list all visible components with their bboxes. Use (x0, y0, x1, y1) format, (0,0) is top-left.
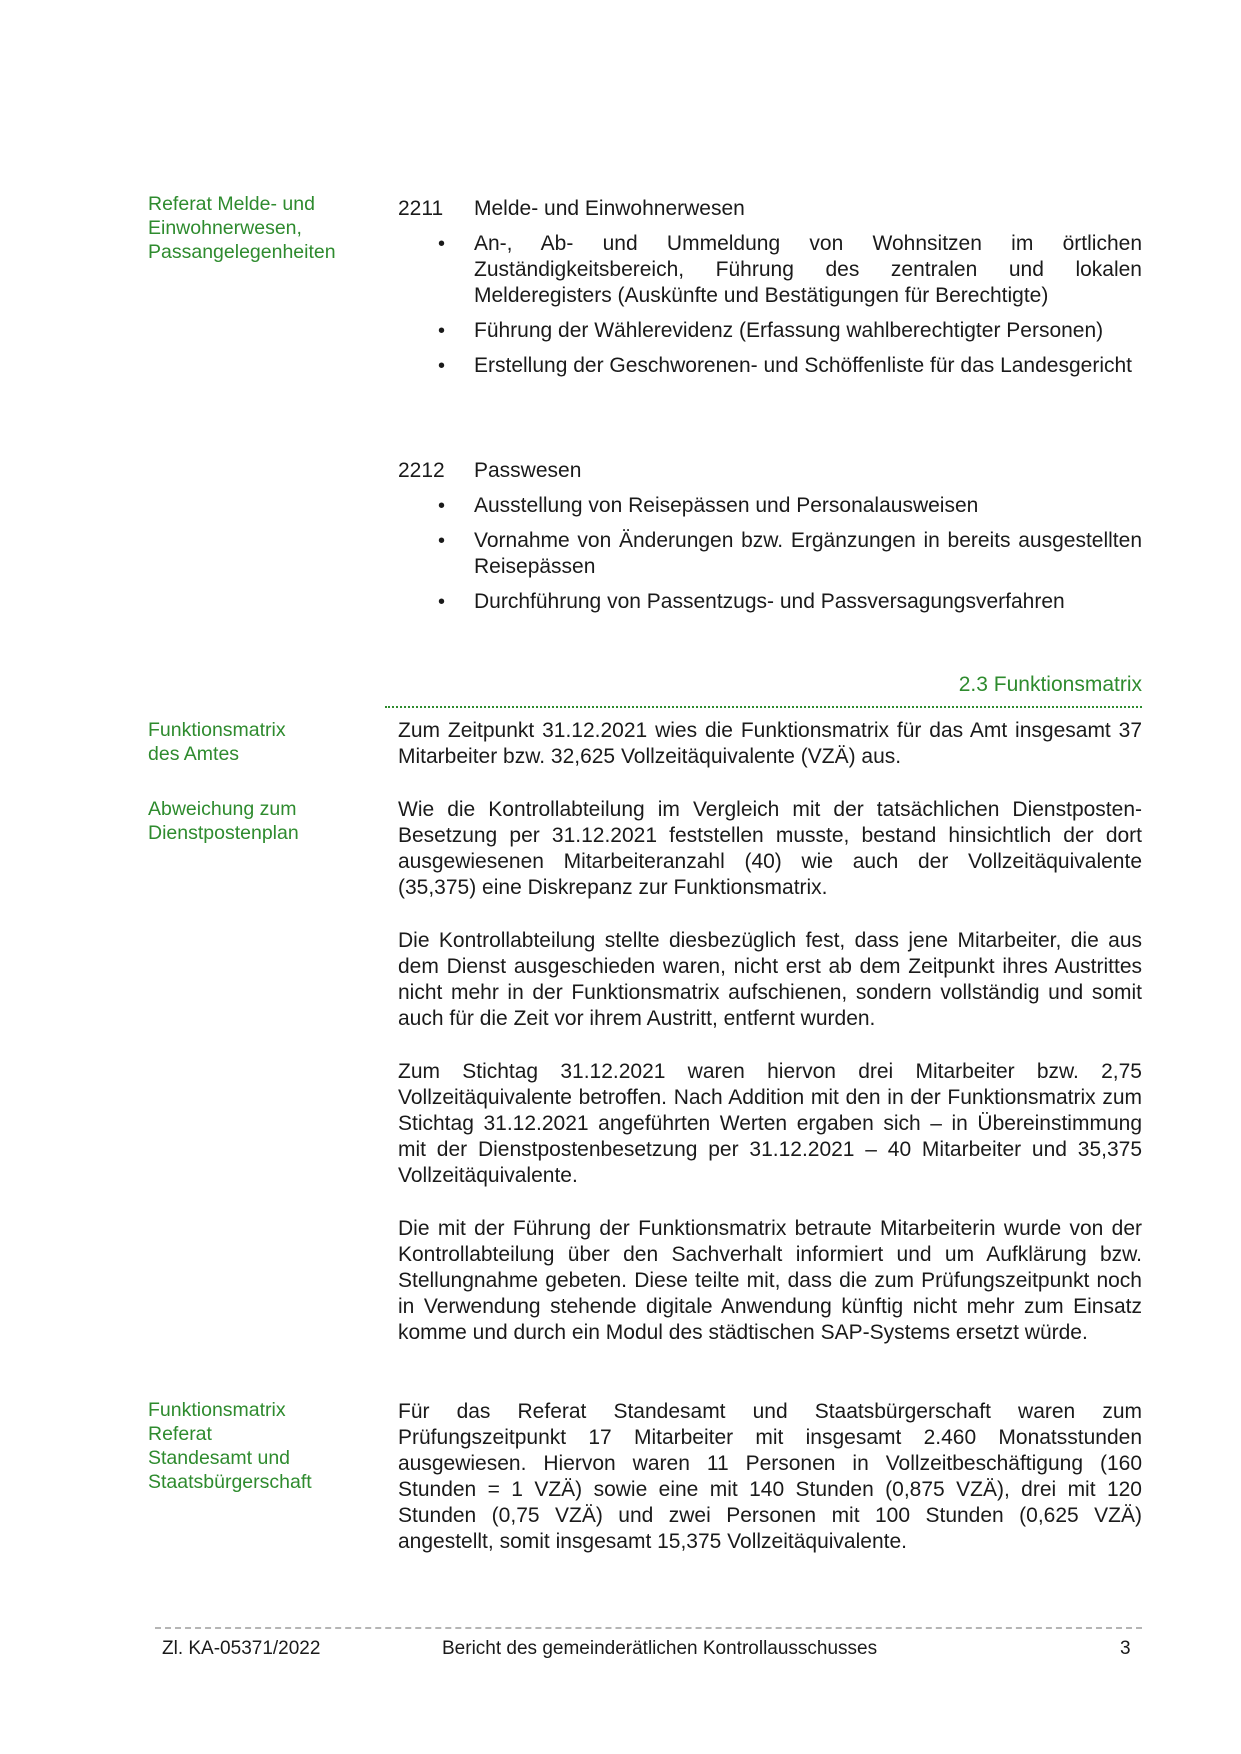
bullet-item: • Erstellung der Geschworenen- und Schöffenliste für das Landesgericht (398, 353, 1142, 379)
margin-note-referat-melde (148, 192, 363, 264)
margin-note-line: Einwohnerwesen, (148, 217, 302, 239)
body-paragraph: Die Kontrollabteilung stellte diesbezüglich fest, dass jene Mitarbeiter, die aus dem Dienst ausgeschieden waren, nicht erst ab dem Zeitpunkt ihres Austrittes nicht mehr in der Funktionsmatrix aufschienen, sondern vollständig und somit auch für die Zeit vor ihrem Austritt, entfernt wurden. (398, 929, 1142, 1030)
bullet-item: • Vornahme von Änderungen bzw. Ergänzungen in bereits ausgestellten Reisepässen (398, 528, 1142, 580)
section-2212 (398, 458, 1142, 624)
body-paragraph: Für das Referat Standesamt und Staatsbürgerschaft waren zum Prüfungszeitpunkt 17 Mitarbeiter mit insgesamt 2.460 Monatsstunden ausgewiesen. Hiervon waren 11 Personen in Vollzeitbeschäftigung (160 Stunden = 1 VZÄ) sowie eine mit 140 Stunden (0,875 VZÄ), drei mit 120 Stunden (0,75 VZÄ) und zwei Personen mit 100 Stunden (0,625 VZÄ) angestellt, somit insgesamt 15,375 Vollzeitäquivalente. (398, 1400, 1142, 1553)
bullet-item: • Durchführung von Passentzugs- und Passversagungsverfahren (398, 589, 1142, 615)
body-paragraph: Zum Zeitpunkt 31.12.2021 wies die Funktionsmatrix für das Amt insgesamt 37 Mitarbeiter bzw. 32,625 Vollzeitäquivalente (VZÄ) aus. (398, 719, 1142, 768)
paragraph-block (398, 797, 1142, 901)
footer-title: Bericht des gemeinderätlichen Kontrollausschusses (442, 1638, 878, 1659)
margin-note-line: Passangelegenheiten (148, 241, 336, 263)
margin-note-line: Dienstpostenplan (148, 822, 299, 844)
paragraph-block (398, 928, 1142, 1032)
body-paragraph: Wie die Kontrollabteilung im Vergleich mit der tatsächlichen Dienstposten-Besetzung per 31.12.2021 feststellen musste, bestand hinsichtlich der dort ausgewiesenen Mitarbeiteranzahl (40) wie auch der Vollzeitäquivalente (35,375) eine Diskrepanz zur Funktionsmatrix. (398, 798, 1142, 899)
margin-note-line: Standesamt und (148, 1447, 291, 1469)
margin-note-line: Referat Melde- und (148, 193, 315, 215)
margin-note-line: Funktionsmatrix (148, 1399, 286, 1421)
paragraph-block (398, 1399, 1142, 1555)
footer-reference: Zl. KA-05371/2022 (162, 1638, 321, 1659)
section-2211-heading (398, 196, 1142, 222)
body-paragraph: Die mit der Führung der Funktionsmatrix betraute Mitarbeiterin wurde von der Kontrollabteilung über den Sachverhalt informiert und um Aufklärung bzw. Stellungnahme gebeten. Diese teilte mit, dass die zum Prüfungszeitpunkt noch in Verwendung stehende digitale Anwendung künftig nicht mehr zum Einsatz komme und durch ein Modul des städtischen SAP-Systems ersetzt würde. (398, 1217, 1142, 1344)
bullet-item: • Führung der Wählerevidenz (Erfassung wahlberechtigter Personen) (398, 318, 1142, 344)
paragraph-block (398, 1059, 1142, 1189)
margin-note-funktionsmatrix-standesamt (148, 1398, 363, 1494)
page-number: 3 (1120, 1638, 1131, 1659)
paragraph-block (398, 718, 1142, 770)
bullet-item: • An-, Ab- und Ummeldung von Wohnsitzen im örtlichen Zuständigkeitsbereich, Führung des zentralen und lokalen Melderegisters (Auskünfte und Bestätigungen für Berechtigte) (398, 231, 1142, 309)
section-number: 2211 (398, 197, 444, 220)
margin-note-line: Abweichung zum (148, 798, 297, 820)
footer-divider (155, 1627, 1142, 1629)
section-heading-text: 2.3 Funktionsmatrix (958, 673, 1142, 696)
margin-note-line: Referat (148, 1423, 212, 1445)
section-2212-bullet-list (398, 493, 1142, 615)
paragraph-block (398, 1216, 1142, 1346)
margin-note-funktionsmatrix-amt (148, 718, 363, 766)
margin-note-line: Staatsbürgerschaft (148, 1471, 312, 1493)
section-2211 (398, 196, 1142, 388)
section-title: Passwesen (474, 459, 582, 482)
margin-note-abweichung (148, 797, 363, 845)
section-2211-bullet-list (398, 231, 1142, 379)
section-number: 2212 (398, 459, 445, 482)
body-paragraph: Zum Stichtag 31.12.2021 waren hiervon drei Mitarbeiter bzw. 2,75 Vollzeitäquivalente betroffen. Nach Addition mit den in der Funktionsmatrix zum Stichtag 31.12.2021 angeführten Werten ergaben sich – in Übereinstimmung mit der Dienstpostenbesetzung per 31.12.2021 – 40 Mitarbeiter und 35,375 Vollzeitäquivalente. (398, 1060, 1142, 1187)
margin-note-line: des Amtes (148, 743, 240, 765)
section-heading-2-3 (385, 672, 1142, 708)
margin-note-line: Funktionsmatrix (148, 719, 286, 741)
bullet-item: • Ausstellung von Reisepässen und Personalausweisen (398, 493, 1142, 519)
section-title: Melde- und Einwohnerwesen (474, 197, 745, 220)
section-2212-heading (398, 458, 1142, 484)
